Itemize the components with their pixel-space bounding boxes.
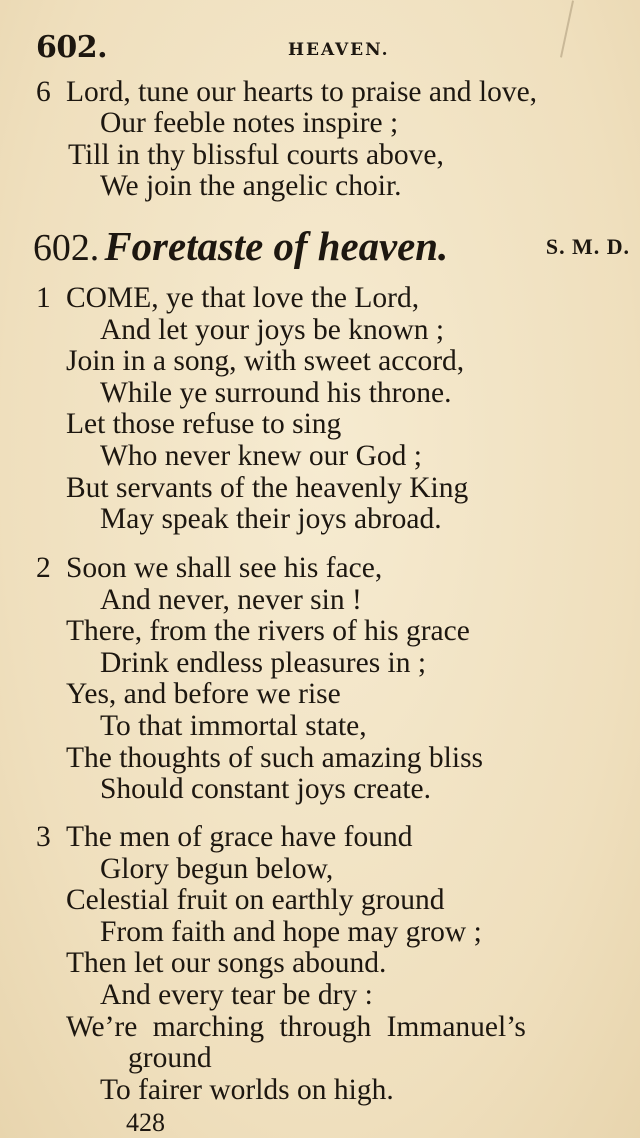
verse-line: Glory begun below, [100,853,334,885]
verse-line: Should constant joys create. [100,773,431,805]
verse-line: There, from the rivers of his grace [66,615,470,647]
verse-line: Till in thy blissful courts above, [68,139,444,171]
verse-line: And never, never sin ! [100,584,362,616]
verse-line: Join in a song, with sweet accord, [66,345,465,377]
verse-line: Yes, and before we rise [66,678,341,710]
page-number: 428 [126,1108,165,1137]
verse-number: 2 [36,552,51,584]
verse-number: 3 [36,821,51,853]
verse-line: And let your joys be known ; [100,314,445,346]
verse-line: Drink endless pleasures in ; [100,647,427,679]
verse-line: The men of grace have found [66,821,413,853]
verse-line: The thoughts of such amazing bliss [66,742,484,774]
verse-line: Soon we shall see his face, [66,552,383,584]
verse-line: While ye surround his throne. [100,377,452,409]
verse-line: COME, ye that love the Lord, [66,282,420,314]
verse-number: 6 [36,76,51,108]
hymn-heading [33,222,632,269]
verse-line: We join the angelic choir. [100,170,402,202]
verse-line: We’re marching through Immanuel’s [66,1011,526,1043]
verse-line: Then let our songs abound. [66,947,387,979]
verse-line: Let those refuse to sing [66,408,342,440]
verse-line: Our feeble notes inspire ; [100,107,399,139]
verse-line: From faith and hope may grow ; [100,916,482,948]
hymn-number: 602. [33,227,100,269]
hymn-title: Foretaste of heaven. [104,223,449,269]
verse-line: Celestial fruit on earthly ground [66,884,445,916]
running-header [36,30,610,70]
header-running-title: HEAVEN. [288,40,390,60]
verse-line: To fairer worlds on high. [100,1074,394,1106]
verse-line: To that immortal state, [100,710,367,742]
hymn-meter: S. M. D. [545,234,631,259]
verse-line: And every tear be dry : [100,979,373,1011]
verse-number: 1 [36,282,51,314]
verse-line: May speak their joys abroad. [100,503,442,535]
header-hymn-number: 602. [36,30,108,65]
verse-line-continuation: ground [128,1042,212,1074]
verse-line: But servants of the heavenly King [66,472,469,504]
verse-line: Who never knew our God ; [100,440,422,472]
verse-line: Lord, tune our hearts to praise and love, [66,76,538,108]
